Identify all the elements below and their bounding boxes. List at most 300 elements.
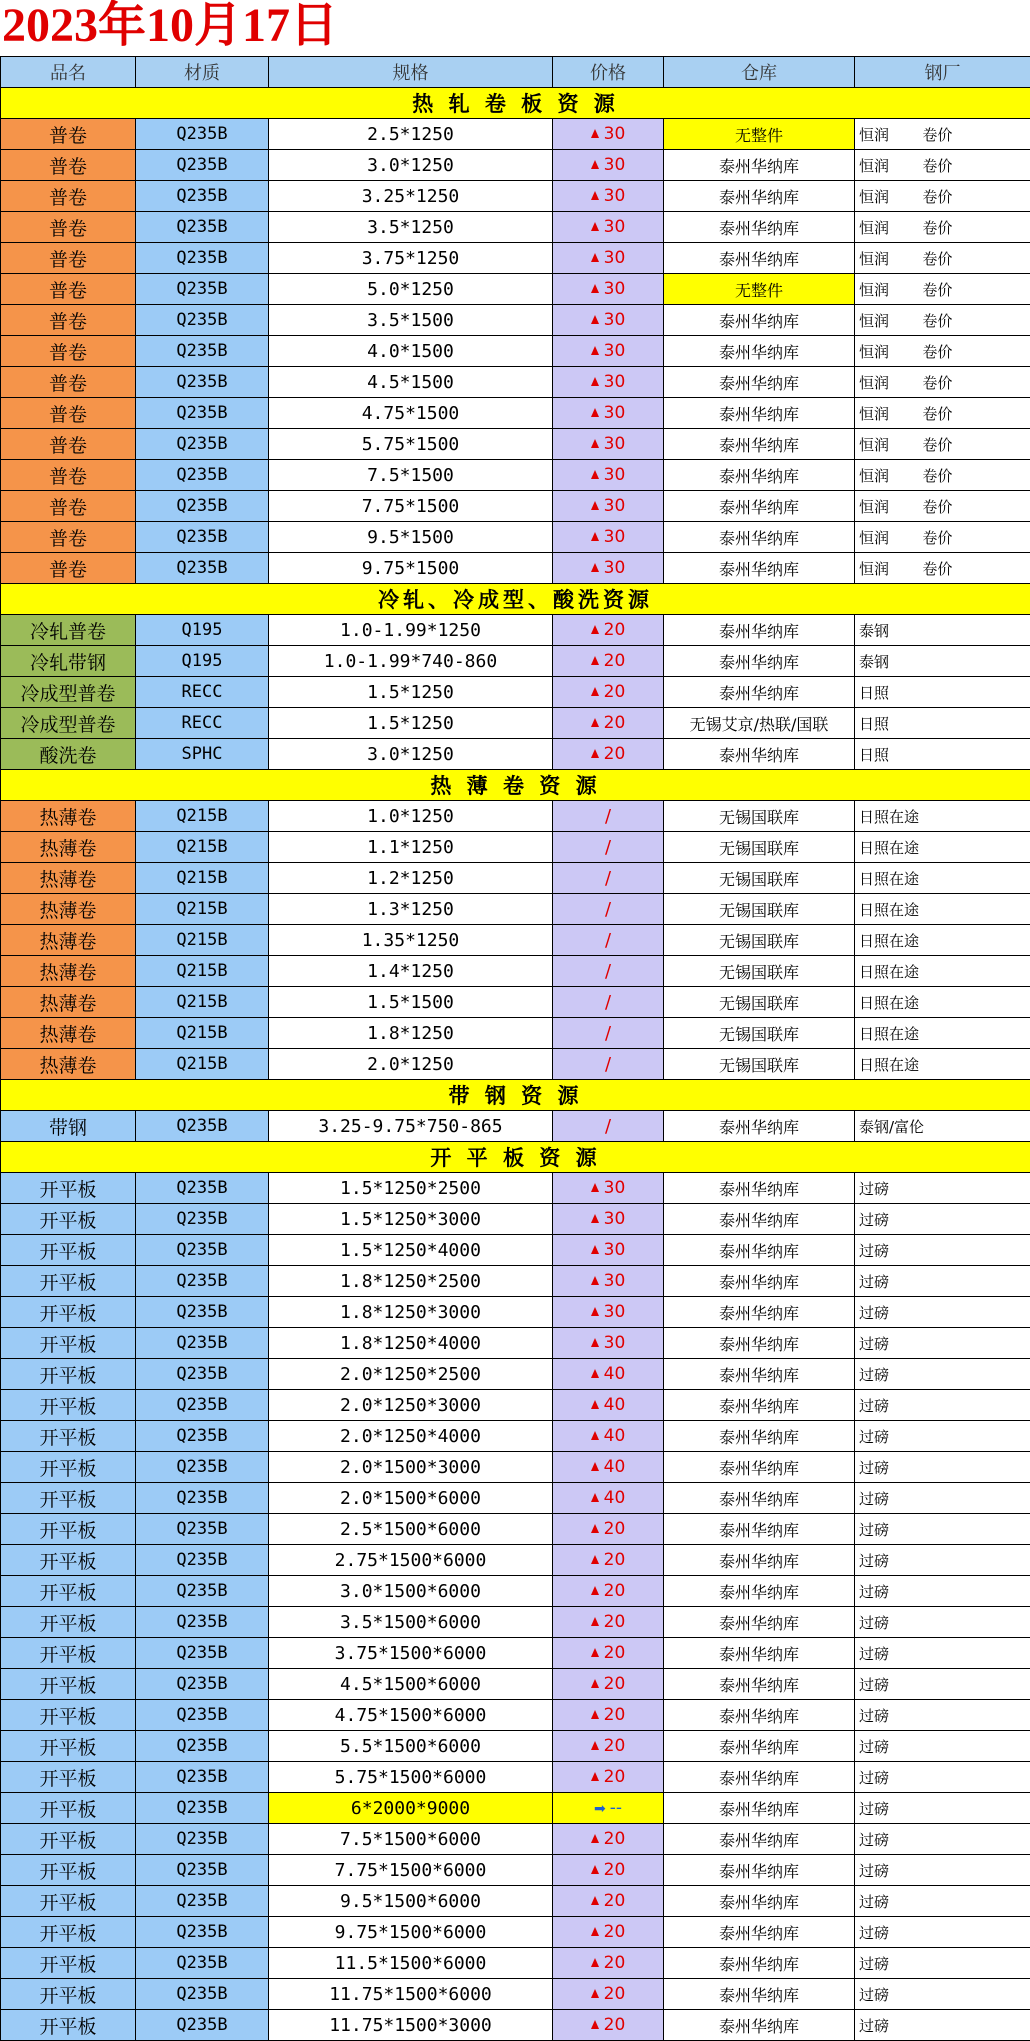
- price-cell: [553, 1700, 664, 1731]
- spec-cell: 1.0*1250: [269, 801, 553, 832]
- spec-cell: 2.0*1250: [269, 1049, 553, 1080]
- product-name-cell: 普卷: [1, 398, 136, 429]
- price-cell: [553, 1111, 664, 1142]
- spec-cell: 1.5*1500: [269, 987, 553, 1018]
- price-change-value: 30: [603, 403, 626, 423]
- warehouse-cell: 无锡国联库: [664, 801, 855, 832]
- price-cell: [553, 894, 664, 925]
- table-row: [1, 1855, 1030, 1886]
- spec-cell: 1.8*1250*4000: [269, 1328, 553, 1359]
- mill-cell: 恒润 卷价: [855, 336, 1030, 367]
- product-name-cell: 普卷: [1, 460, 136, 491]
- product-name-cell: 普卷: [1, 243, 136, 274]
- arrow-up-icon: [591, 1989, 599, 1998]
- arrow-up-icon: [591, 1772, 599, 1781]
- price-change-value: 20: [603, 1674, 626, 1694]
- mill-cell: 过磅: [855, 1545, 1030, 1576]
- price-cell: [553, 181, 664, 212]
- price-change-value: /: [604, 960, 612, 982]
- spec-cell: 1.35*1250: [269, 925, 553, 956]
- table-row: [1, 1731, 1030, 1762]
- product-name-cell: 冷轧带钢: [1, 646, 136, 677]
- price-cell: [553, 119, 664, 150]
- price-cell: [553, 1886, 664, 1917]
- price-cell: [553, 274, 664, 305]
- spec-cell: 2.0*1500*6000: [269, 1483, 553, 1514]
- warehouse-cell: 泰州华纳库: [664, 677, 855, 708]
- mill-cell: 恒润 卷价: [855, 491, 1030, 522]
- arrow-up-icon: [591, 1524, 599, 1533]
- table-row: [1, 1638, 1030, 1669]
- arrow-up-icon: [591, 1400, 599, 1409]
- price-cell: [553, 863, 664, 894]
- warehouse-cell: 泰州华纳库: [664, 305, 855, 336]
- product-name-cell: 开平板: [1, 1979, 136, 2010]
- mill-cell: 日照: [855, 708, 1030, 739]
- section-header-row: [1, 1142, 1030, 1173]
- spec-cell: 3.0*1500*6000: [269, 1576, 553, 1607]
- mill-cell: 恒润 卷价: [855, 212, 1030, 243]
- spec-cell: 3.5*1250: [269, 212, 553, 243]
- product-name-cell: 普卷: [1, 429, 136, 460]
- arrow-up-icon: [591, 1214, 599, 1223]
- mill-cell: 过磅: [855, 1359, 1030, 1390]
- warehouse-cell: 无锡国联库: [664, 925, 855, 956]
- section-title: 带 钢 资 源: [1, 1080, 1030, 1111]
- warehouse-cell: 泰州华纳库: [664, 1917, 855, 1948]
- product-name-cell: 开平板: [1, 1855, 136, 1886]
- arrow-up-icon: [591, 408, 599, 417]
- table-row: [1, 1049, 1030, 1080]
- material-cell: Q215B: [136, 1049, 269, 1080]
- warehouse-cell: 泰州华纳库: [664, 1483, 855, 1514]
- table-row: [1, 1762, 1030, 1793]
- material-cell: Q215B: [136, 1018, 269, 1049]
- arrow-up-icon: [591, 1276, 599, 1285]
- spec-cell: 11.75*1500*6000: [269, 1979, 553, 2010]
- price-change-value: --: [609, 1798, 622, 1818]
- table-row: [1, 615, 1030, 646]
- table-row: [1, 956, 1030, 987]
- table-row: [1, 305, 1030, 336]
- arrow-up-icon: [591, 1183, 599, 1192]
- mill-cell: 日照在途: [855, 925, 1030, 956]
- price-cell: [553, 1204, 664, 1235]
- mill-cell: 过磅: [855, 1514, 1030, 1545]
- table-row: [1, 1421, 1030, 1452]
- mill-cell: 日照: [855, 739, 1030, 770]
- price-change-value: 30: [603, 279, 626, 299]
- price-change-value: 30: [603, 1271, 626, 1291]
- arrow-up-icon: [591, 718, 599, 727]
- arrow-up-icon: [591, 1741, 599, 1750]
- price-cell: [553, 1049, 664, 1080]
- mill-cell: 泰钢: [855, 646, 1030, 677]
- product-name-cell: 开平板: [1, 1328, 136, 1359]
- warehouse-cell: 泰州华纳库: [664, 1204, 855, 1235]
- spec-cell: 9.5*1500: [269, 522, 553, 553]
- material-cell: Q235B: [136, 1855, 269, 1886]
- warehouse-cell: 泰州华纳库: [664, 243, 855, 274]
- arrow-up-icon: [591, 1710, 599, 1719]
- warehouse-cell: 泰州华纳库: [664, 1235, 855, 1266]
- spec-cell: 7.5*1500*6000: [269, 1824, 553, 1855]
- table-row: [1, 1514, 1030, 1545]
- arrow-up-icon: [591, 1369, 599, 1378]
- table-row: [1, 1917, 1030, 1948]
- mill-cell: 过磅: [855, 1979, 1030, 2010]
- material-cell: RECC: [136, 677, 269, 708]
- table-row: [1, 1204, 1030, 1235]
- table-header-row: [1, 57, 1030, 88]
- product-name-cell: 开平板: [1, 1886, 136, 1917]
- spec-cell: 7.75*1500*6000: [269, 1855, 553, 1886]
- mill-cell: 过磅: [855, 1917, 1030, 1948]
- price-change-value: /: [604, 991, 612, 1013]
- section-header-row: [1, 88, 1030, 119]
- material-cell: Q215B: [136, 925, 269, 956]
- material-cell: Q235B: [136, 1173, 269, 1204]
- spec-cell: 7.75*1500: [269, 491, 553, 522]
- price-change-value: 20: [603, 1922, 626, 1942]
- arrow-up-icon: [591, 1493, 599, 1502]
- product-name-cell: 冷成型普卷: [1, 708, 136, 739]
- table-row: [1, 150, 1030, 181]
- material-cell: Q235B: [136, 1483, 269, 1514]
- warehouse-cell: 泰州华纳库: [664, 1576, 855, 1607]
- mill-cell: 日照在途: [855, 894, 1030, 925]
- price-change-value: 40: [603, 1488, 626, 1508]
- table-row: [1, 181, 1030, 212]
- mill-cell: 过磅: [855, 1483, 1030, 1514]
- material-cell: Q235B: [136, 1514, 269, 1545]
- warehouse-cell: 无整件: [664, 119, 855, 150]
- material-cell: Q235B: [136, 398, 269, 429]
- price-cell: [553, 1576, 664, 1607]
- header-name: 品名: [1, 57, 136, 88]
- mill-cell: 恒润 卷价: [855, 553, 1030, 584]
- price-change-value: /: [604, 929, 612, 951]
- warehouse-cell: 泰州华纳库: [664, 336, 855, 367]
- mill-cell: 日照在途: [855, 1049, 1030, 1080]
- warehouse-cell: 泰州华纳库: [664, 1669, 855, 1700]
- mill-cell: 恒润 卷价: [855, 305, 1030, 336]
- material-cell: Q235B: [136, 1328, 269, 1359]
- spec-cell: 2.0*1250*4000: [269, 1421, 553, 1452]
- mill-cell: 恒润 卷价: [855, 243, 1030, 274]
- material-cell: Q235B: [136, 1793, 269, 1824]
- warehouse-cell: 无锡国联库: [664, 832, 855, 863]
- mill-cell: 过磅: [855, 1762, 1030, 1793]
- price-cell: [553, 398, 664, 429]
- product-name-cell: 普卷: [1, 150, 136, 181]
- price-cell: [553, 1359, 664, 1390]
- arrow-up-icon: [591, 222, 599, 231]
- price-change-value: /: [604, 867, 612, 889]
- price-change-value: 20: [603, 1984, 626, 2004]
- table-row: [1, 1607, 1030, 1638]
- product-name-cell: 热薄卷: [1, 987, 136, 1018]
- price-change-value: 40: [603, 1426, 626, 1446]
- price-change-value: 30: [603, 248, 626, 268]
- product-name-cell: 开平板: [1, 1204, 136, 1235]
- product-name-cell: 开平板: [1, 1700, 136, 1731]
- material-cell: Q195: [136, 646, 269, 677]
- arrow-up-icon: [591, 625, 599, 634]
- price-change-value: 20: [603, 1643, 626, 1663]
- price-change-value: 30: [603, 310, 626, 330]
- spec-cell: 1.8*1250*2500: [269, 1266, 553, 1297]
- material-cell: Q235B: [136, 522, 269, 553]
- arrow-up-icon: [591, 315, 599, 324]
- table-row: [1, 1483, 1030, 1514]
- table-row: [1, 987, 1030, 1018]
- warehouse-cell: 泰州华纳库: [664, 1824, 855, 1855]
- warehouse-cell: 泰州华纳库: [664, 150, 855, 181]
- material-cell: Q235B: [136, 1824, 269, 1855]
- mill-cell: 过磅: [855, 1421, 1030, 1452]
- warehouse-cell: 无锡国联库: [664, 956, 855, 987]
- price-cell: [553, 1824, 664, 1855]
- table-row: [1, 429, 1030, 460]
- product-name-cell: 普卷: [1, 119, 136, 150]
- mill-cell: 恒润 卷价: [855, 429, 1030, 460]
- spec-cell: 11.75*1500*3000: [269, 2010, 553, 2041]
- warehouse-cell: 泰州华纳库: [664, 2010, 855, 2041]
- product-name-cell: 开平板: [1, 1452, 136, 1483]
- warehouse-cell: 无锡国联库: [664, 863, 855, 894]
- price-change-value: 30: [603, 465, 626, 485]
- warehouse-cell: 泰州华纳库: [664, 1979, 855, 2010]
- spec-cell: 1.1*1250: [269, 832, 553, 863]
- spec-cell: 4.0*1500: [269, 336, 553, 367]
- material-cell: Q235B: [136, 1917, 269, 1948]
- arrow-up-icon: [591, 2020, 599, 2029]
- warehouse-cell: 泰州华纳库: [664, 1328, 855, 1359]
- mill-cell: 恒润 卷价: [855, 398, 1030, 429]
- table-row: [1, 1576, 1030, 1607]
- spec-cell: 4.75*1500: [269, 398, 553, 429]
- spec-cell: 3.5*1500*6000: [269, 1607, 553, 1638]
- arrow-up-icon: [591, 377, 599, 386]
- section-header-row: [1, 1080, 1030, 1111]
- material-cell: Q235B: [136, 1731, 269, 1762]
- mill-cell: 过磅: [855, 1793, 1030, 1824]
- table-row: [1, 677, 1030, 708]
- page-title: 2023年10月17日: [2, 0, 339, 52]
- price-change-value: 20: [603, 1581, 626, 1601]
- arrow-up-icon: [591, 1555, 599, 1564]
- spec-cell: 2.0*1500*3000: [269, 1452, 553, 1483]
- mill-cell: 过磅: [855, 1948, 1030, 1979]
- warehouse-cell: 泰州华纳库: [664, 1607, 855, 1638]
- spec-cell: 2.5*1500*6000: [269, 1514, 553, 1545]
- material-cell: Q235B: [136, 553, 269, 584]
- product-name-cell: 普卷: [1, 367, 136, 398]
- material-cell: Q235B: [136, 1607, 269, 1638]
- material-cell: Q235B: [136, 2010, 269, 2041]
- product-name-cell: 开平板: [1, 1638, 136, 1669]
- price-change-value: 20: [603, 651, 626, 671]
- price-change-value: 40: [603, 1364, 626, 1384]
- mill-cell: 日照在途: [855, 863, 1030, 894]
- price-change-value: 30: [603, 372, 626, 392]
- material-cell: Q235B: [136, 460, 269, 491]
- mill-cell: 恒润 卷价: [855, 367, 1030, 398]
- material-cell: Q235B: [136, 243, 269, 274]
- mill-cell: 过磅: [855, 1266, 1030, 1297]
- table-row: [1, 1266, 1030, 1297]
- spec-cell: 1.5*1250*4000: [269, 1235, 553, 1266]
- price-change-value: 40: [603, 1457, 626, 1477]
- spec-cell: 4.5*1500: [269, 367, 553, 398]
- mill-cell: 过磅: [855, 1731, 1030, 1762]
- warehouse-cell: 无锡艾京/热联/国联: [664, 708, 855, 739]
- warehouse-cell: 泰州华纳库: [664, 1359, 855, 1390]
- price-change-value: 30: [603, 1240, 626, 1260]
- spec-cell: 2.0*1250*3000: [269, 1390, 553, 1421]
- warehouse-cell: 泰州华纳库: [664, 1111, 855, 1142]
- spec-cell: 5.75*1500*6000: [269, 1762, 553, 1793]
- spec-cell: 3.25*1250: [269, 181, 553, 212]
- mill-cell: 恒润 卷价: [855, 274, 1030, 305]
- table-row: [1, 1824, 1030, 1855]
- spec-cell: 1.3*1250: [269, 894, 553, 925]
- mill-cell: 日照在途: [855, 956, 1030, 987]
- arrow-up-icon: [591, 1431, 599, 1440]
- product-name-cell: 普卷: [1, 491, 136, 522]
- arrow-up-icon: [591, 1896, 599, 1905]
- spec-cell: 2.75*1500*6000: [269, 1545, 553, 1576]
- mill-cell: 过磅: [855, 1855, 1030, 1886]
- material-cell: Q215B: [136, 987, 269, 1018]
- price-change-value: 30: [603, 1302, 626, 1322]
- mill-cell: 泰钢: [855, 615, 1030, 646]
- mill-cell: 日照在途: [855, 832, 1030, 863]
- price-cell: [553, 801, 664, 832]
- price-cell: [553, 987, 664, 1018]
- table-row: [1, 1359, 1030, 1390]
- table-row: [1, 1948, 1030, 1979]
- arrow-up-icon: [591, 191, 599, 200]
- arrow-up-icon: [591, 1679, 599, 1688]
- table-row: [1, 553, 1030, 584]
- mill-cell: 过磅: [855, 1173, 1030, 1204]
- product-name-cell: 开平板: [1, 1266, 136, 1297]
- table-row: [1, 863, 1030, 894]
- warehouse-cell: 泰州华纳库: [664, 1421, 855, 1452]
- spec-cell: 1.5*1250*3000: [269, 1204, 553, 1235]
- mill-cell: 过磅: [855, 1700, 1030, 1731]
- arrow-up-icon: [591, 129, 599, 138]
- warehouse-cell: 泰州华纳库: [664, 212, 855, 243]
- price-change-value: 20: [603, 1705, 626, 1725]
- product-name-cell: 开平板: [1, 1483, 136, 1514]
- mill-cell: 日照在途: [855, 987, 1030, 1018]
- material-cell: Q235B: [136, 491, 269, 522]
- table-row: [1, 491, 1030, 522]
- warehouse-cell: 泰州华纳库: [664, 181, 855, 212]
- mill-cell: 日照: [855, 677, 1030, 708]
- table-row: [1, 708, 1030, 739]
- arrow-up-icon: [591, 1927, 599, 1936]
- price-cell: [553, 1731, 664, 1762]
- warehouse-cell: 泰州华纳库: [664, 1948, 855, 1979]
- warehouse-cell: 泰州华纳库: [664, 1173, 855, 1204]
- price-cell: [553, 2010, 664, 2041]
- arrow-up-icon: [591, 1245, 599, 1254]
- table-row: [1, 336, 1030, 367]
- header-warehouse: 仓库: [664, 57, 855, 88]
- price-change-value: 20: [603, 713, 626, 733]
- material-cell: Q235B: [136, 1297, 269, 1328]
- price-cell: [553, 646, 664, 677]
- price-change-value: /: [604, 898, 612, 920]
- section-header-row: [1, 584, 1030, 615]
- material-cell: RECC: [136, 708, 269, 739]
- spec-cell: 3.0*1250: [269, 150, 553, 181]
- arrow-up-icon: [591, 501, 599, 510]
- price-cell: [553, 1979, 664, 2010]
- price-change-value: 30: [603, 1209, 626, 1229]
- spec-cell: 5.0*1250: [269, 274, 553, 305]
- material-cell: SPHC: [136, 739, 269, 770]
- mill-cell: 过磅: [855, 1297, 1030, 1328]
- price-change-value: 30: [603, 1333, 626, 1353]
- product-name-cell: 开平板: [1, 1948, 136, 1979]
- arrow-up-icon: [591, 656, 599, 665]
- price-change-value: 20: [603, 1550, 626, 1570]
- table-row: [1, 1173, 1030, 1204]
- arrow-up-icon: [591, 470, 599, 479]
- section-title: 冷轧、冷成型、酸洗资源: [1, 584, 1030, 615]
- warehouse-cell: 泰州华纳库: [664, 1886, 855, 1917]
- price-cell: [553, 553, 664, 584]
- spec-cell: 9.75*1500: [269, 553, 553, 584]
- product-name-cell: 热薄卷: [1, 863, 136, 894]
- table-row: [1, 1793, 1030, 1824]
- warehouse-cell: 泰州华纳库: [664, 1297, 855, 1328]
- arrow-up-icon: [591, 1865, 599, 1874]
- price-change-value: /: [604, 1053, 612, 1075]
- spec-cell: 3.5*1500: [269, 305, 553, 336]
- price-cell: [553, 1917, 664, 1948]
- material-cell: Q235B: [136, 1390, 269, 1421]
- table-row: [1, 832, 1030, 863]
- price-change-value: 30: [603, 155, 626, 175]
- table-row: [1, 460, 1030, 491]
- mill-cell: 恒润 卷价: [855, 522, 1030, 553]
- product-name-cell: 热薄卷: [1, 1049, 136, 1080]
- price-change-value: 20: [603, 1612, 626, 1632]
- warehouse-cell: 泰州华纳库: [664, 398, 855, 429]
- material-cell: Q235B: [136, 1576, 269, 1607]
- material-cell: Q215B: [136, 863, 269, 894]
- price-cell: [553, 522, 664, 553]
- price-change-value: 30: [603, 434, 626, 454]
- table-row: [1, 1018, 1030, 1049]
- product-name-cell: 开平板: [1, 1359, 136, 1390]
- mill-cell: 恒润 卷价: [855, 181, 1030, 212]
- price-cell: [553, 1266, 664, 1297]
- product-name-cell: 普卷: [1, 336, 136, 367]
- material-cell: Q235B: [136, 1948, 269, 1979]
- arrow-up-icon: [591, 1462, 599, 1471]
- spec-cell: 7.5*1500: [269, 460, 553, 491]
- material-cell: Q235B: [136, 150, 269, 181]
- arrow-up-icon: [591, 1617, 599, 1626]
- price-change-value: 20: [603, 682, 626, 702]
